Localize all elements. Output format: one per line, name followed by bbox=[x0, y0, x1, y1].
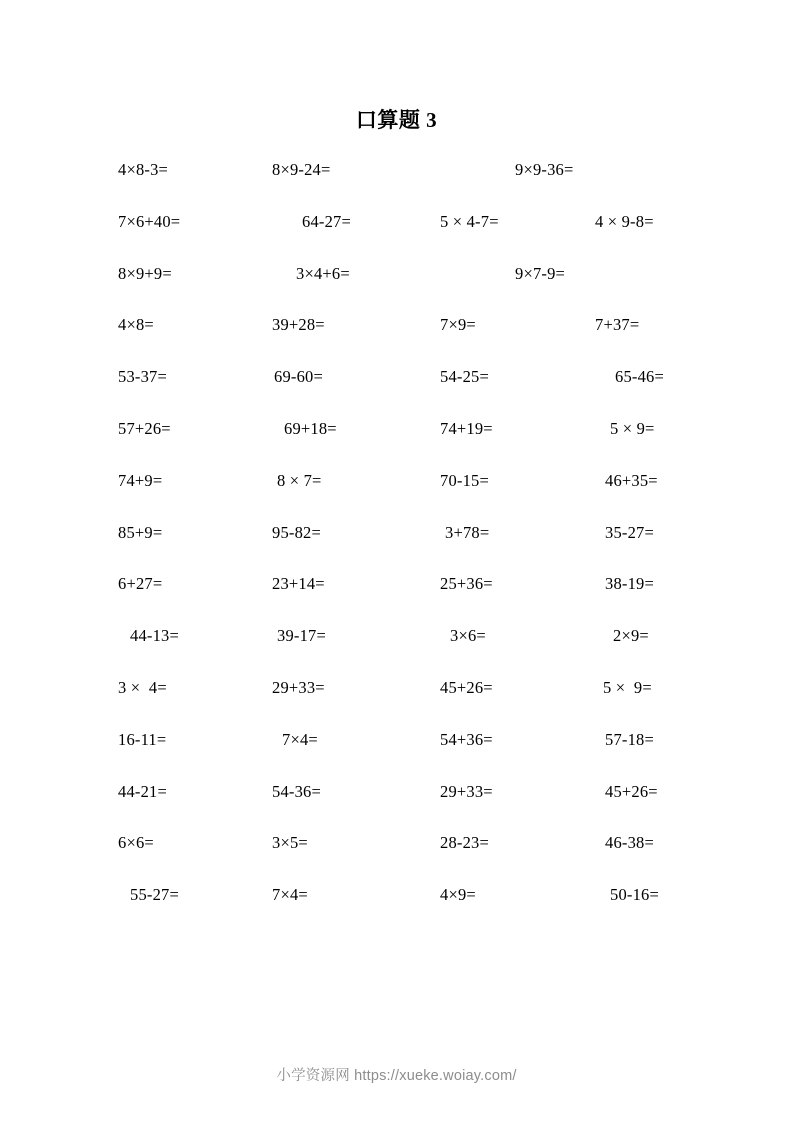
problem-item[interactable]: 7×4= bbox=[272, 885, 308, 905]
problem-item[interactable]: 69-60= bbox=[274, 367, 324, 387]
problem-item[interactable]: 4 × 9-8= bbox=[595, 211, 654, 231]
problem-row bbox=[0, 160, 793, 212]
problem-item[interactable]: 9×7-9= bbox=[515, 263, 566, 283]
problem-item[interactable]: 46+35= bbox=[605, 470, 658, 490]
problem-item[interactable]: 57+26= bbox=[118, 418, 171, 438]
problem-item[interactable]: 64-27= bbox=[302, 211, 352, 231]
problem-item[interactable]: 4×8-3= bbox=[118, 160, 169, 179]
problem-item[interactable]: 54-36= bbox=[272, 781, 322, 801]
problem-item[interactable]: 3 × 4= bbox=[118, 677, 167, 697]
problem-item[interactable]: 4×9= bbox=[440, 885, 476, 905]
problem-item[interactable]: 8×9-24= bbox=[272, 160, 331, 179]
problem-item[interactable]: 3+78= bbox=[445, 522, 490, 542]
page-title: 口算题 3 bbox=[355, 108, 438, 132]
problem-row bbox=[0, 212, 793, 264]
problem-item[interactable]: 5 × 4-7= bbox=[440, 211, 499, 231]
problem-item[interactable]: 4×8= bbox=[118, 315, 154, 335]
problem-item[interactable]: 39+28= bbox=[272, 315, 325, 335]
problem-item[interactable]: 29+33= bbox=[440, 781, 493, 801]
problem-item[interactable]: 3×6= bbox=[450, 626, 486, 646]
problem-item[interactable]: 55-27= bbox=[130, 885, 180, 905]
problem-item[interactable]: 7×6+40= bbox=[118, 211, 181, 231]
problem-row bbox=[0, 523, 793, 575]
problem-row bbox=[0, 678, 793, 730]
problem-item[interactable]: 74+19= bbox=[440, 418, 493, 438]
problem-item[interactable]: 53-37= bbox=[118, 367, 168, 387]
problem-item[interactable]: 6×6= bbox=[118, 833, 154, 853]
problem-item[interactable]: 85+9= bbox=[118, 522, 163, 542]
problem-item[interactable]: 25+36= bbox=[440, 574, 493, 594]
problem-row bbox=[0, 730, 793, 782]
problem-item[interactable]: 39-17= bbox=[277, 626, 327, 646]
problem-row bbox=[0, 315, 793, 367]
problem-item[interactable]: 6+27= bbox=[118, 574, 163, 594]
problem-item[interactable]: 74+9= bbox=[118, 470, 163, 490]
problem-item[interactable]: 45+26= bbox=[440, 677, 493, 697]
problem-row bbox=[0, 367, 793, 419]
problem-item[interactable]: 28-23= bbox=[440, 833, 490, 853]
problem-item[interactable]: 5 × 9= bbox=[610, 418, 655, 438]
problem-item[interactable]: 8×9+9= bbox=[118, 263, 172, 283]
problem-item[interactable]: 70-15= bbox=[440, 470, 490, 490]
problem-item[interactable]: 95-82= bbox=[272, 522, 322, 542]
problem-item[interactable]: 16-11= bbox=[118, 729, 167, 749]
problem-row bbox=[0, 264, 793, 316]
problem-row bbox=[0, 782, 793, 834]
problem-item[interactable]: 3×5= bbox=[272, 833, 308, 853]
problem-item[interactable]: 44-13= bbox=[130, 626, 180, 646]
problem-grid bbox=[0, 160, 793, 937]
problem-item[interactable]: 57-18= bbox=[605, 729, 655, 749]
problem-item[interactable]: 7×4= bbox=[282, 729, 318, 749]
problem-item[interactable]: 5 × 9= bbox=[603, 677, 652, 697]
problem-item[interactable]: 7×9= bbox=[440, 315, 476, 335]
problem-row bbox=[0, 471, 793, 523]
problem-item[interactable]: 2×9= bbox=[613, 626, 649, 646]
problem-item[interactable]: 50-16= bbox=[610, 885, 660, 905]
problem-item[interactable]: 3×4+6= bbox=[296, 263, 350, 283]
footer-watermark: 小学资源网 https://xueke.woiay.com/ bbox=[276, 1068, 517, 1084]
problem-item[interactable]: 29+33= bbox=[272, 677, 325, 697]
problem-item[interactable]: 38-19= bbox=[605, 574, 655, 594]
problem-row bbox=[0, 885, 793, 937]
problem-item[interactable]: 46-38= bbox=[605, 833, 655, 853]
problem-item[interactable]: 8 × 7= bbox=[277, 470, 322, 490]
problem-item[interactable]: 54+36= bbox=[440, 729, 493, 749]
problem-row bbox=[0, 626, 793, 678]
problem-item[interactable]: 7+37= bbox=[595, 315, 640, 335]
problem-item[interactable]: 45+26= bbox=[605, 781, 658, 801]
problem-item[interactable]: 9×9-36= bbox=[515, 160, 574, 179]
problem-item[interactable]: 35-27= bbox=[605, 522, 655, 542]
problem-row bbox=[0, 833, 793, 885]
problem-item[interactable]: 65-46= bbox=[615, 367, 665, 387]
problem-row bbox=[0, 574, 793, 626]
problem-item[interactable]: 69+18= bbox=[284, 418, 337, 438]
problem-row bbox=[0, 419, 793, 471]
problem-item[interactable]: 23+14= bbox=[272, 574, 325, 594]
problem-item[interactable]: 54-25= bbox=[440, 367, 490, 387]
problem-item[interactable]: 44-21= bbox=[118, 781, 168, 801]
